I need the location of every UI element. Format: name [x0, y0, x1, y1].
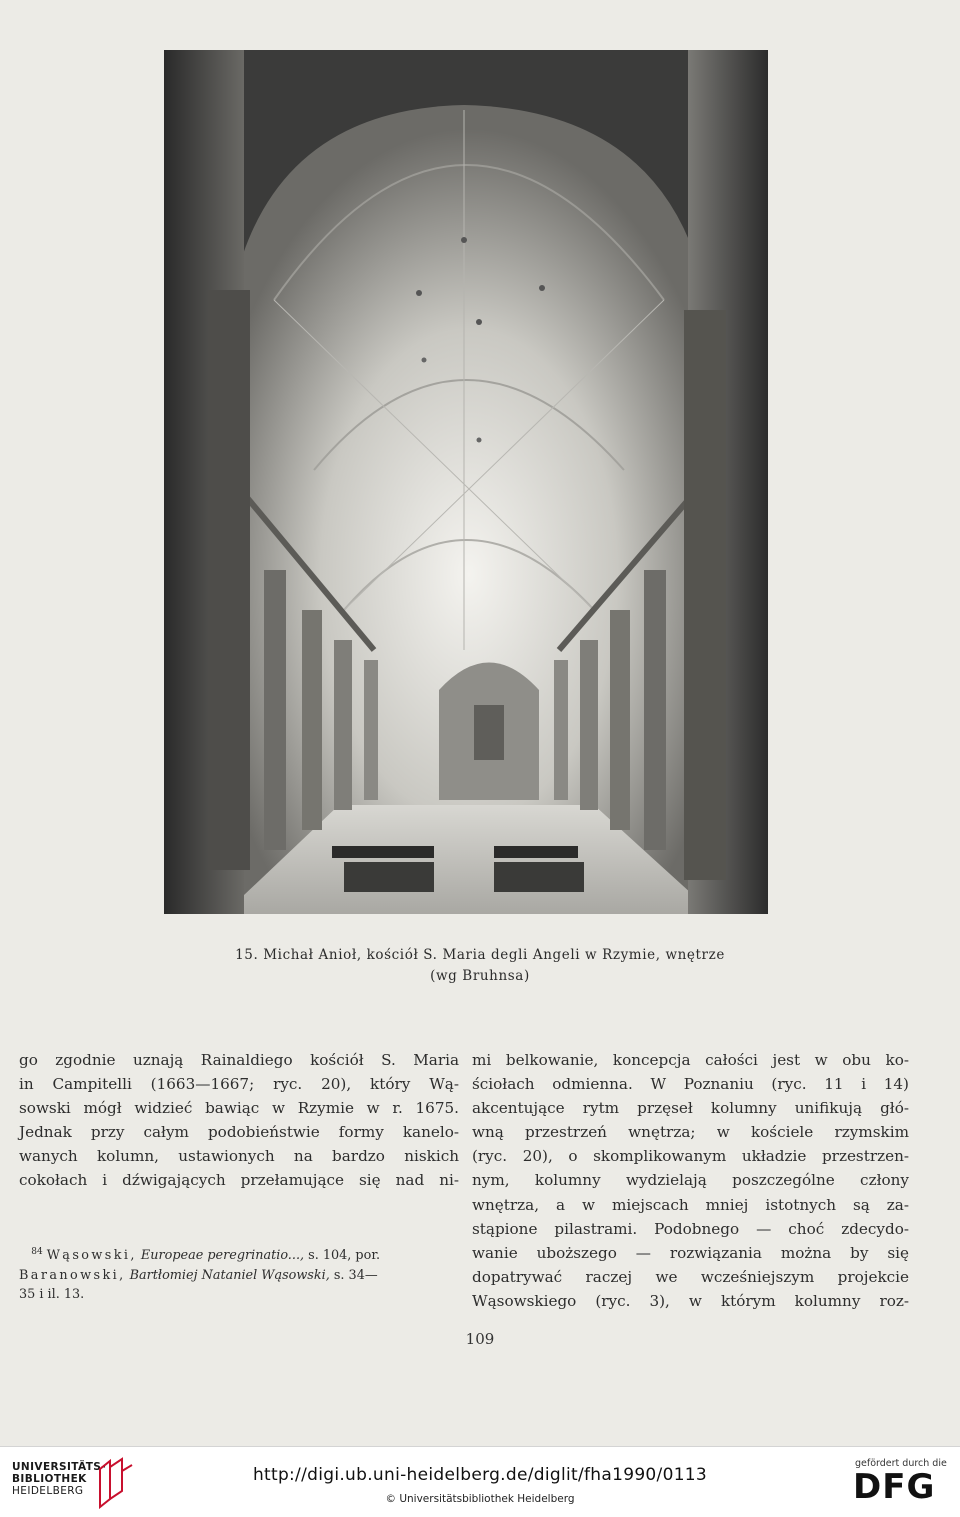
- church-interior-photo: [164, 50, 768, 914]
- library-name-line1: UNIVERSITÄTS-: [12, 1461, 107, 1473]
- text-line: wną przestrzeń wnętrza; w kościele rzymskim: [472, 1123, 909, 1142]
- page-number: 109: [465, 1330, 495, 1348]
- funder-label: gefördert durch die: [855, 1458, 947, 1469]
- text-line: stąpione pilastrami. Podobnego — choć zdecydo-: [472, 1219, 909, 1238]
- figure-caption-line2: (wg Bruhnsa): [430, 968, 530, 984]
- library-name-line2: BIBLIOTHEK: [12, 1473, 87, 1485]
- text-line: wnętrza, a w miejscach mniej istotnych są za-: [472, 1195, 909, 1214]
- text-line: sowski mógł widzieć bawiąc w Rzymie w r. 1675.: [19, 1099, 459, 1118]
- library-name-line3: HEIDELBERG: [12, 1485, 84, 1497]
- text-line: wanych kolumn, ustawionych na bardzo niskich: [19, 1147, 459, 1166]
- footnote-ref1: s. 104, por.: [308, 1248, 381, 1263]
- footnote-line1: [19, 1243, 455, 1266]
- photo-illustration: [164, 50, 768, 914]
- text-line: in Campitelli (1663—1667; ryc. 20), który Wą-: [19, 1075, 459, 1094]
- copyright-notice: © Universitätsbibliothek Heidelberg: [385, 1493, 575, 1505]
- body-text-right-column: [472, 1048, 909, 1313]
- text-line: akcentujące rytm przęseł kolumny unifikują głó-: [472, 1099, 909, 1118]
- footnote-number: 84: [31, 1247, 43, 1257]
- footnote-ref2: s. 34—: [333, 1267, 378, 1283]
- footnote-title2: Bartłomiej Nataniel Wąsowski,: [129, 1267, 330, 1283]
- text-line: mi belkowanie, koncepcja całości jest w obu ko-: [472, 1051, 909, 1069]
- text-line: Jednak przy całym podobieństwie formy kanelo-: [19, 1123, 459, 1142]
- footnote-author2: Baranowski,: [19, 1267, 126, 1283]
- footnote-line2: [19, 1266, 455, 1286]
- text-line: ściołach odmienna. W Poznaniu (ryc. 11 i 14): [472, 1075, 909, 1094]
- text-line: cokołach i dźwigających przełamujące się nad ni-: [19, 1171, 459, 1190]
- footnote: [19, 1243, 455, 1305]
- text-line: wanie uboższego — rozwiązania można by się: [472, 1243, 909, 1262]
- text-line: dopatrywać raczej we wcześniejszym projekcie: [472, 1267, 909, 1286]
- figure-caption-line1: 15. Michał Anioł, kościół S. Maria degli Angeli w Rzymie, wnętrze: [235, 947, 725, 963]
- footnote-title1: Europeae peregrinatio...,: [140, 1248, 305, 1263]
- text-line: go zgodnie uznają Rainaldiego kościół S. Maria: [19, 1051, 459, 1069]
- dfg-logo[interactable]: DFG: [853, 1467, 936, 1507]
- body-text-left-column: [19, 1048, 459, 1193]
- footnote-author1: Wąsowski,: [46, 1248, 137, 1263]
- footnote-line3: 35 i il. 13.: [19, 1287, 85, 1303]
- text-line: Wąsowskiego (ryc. 3), w którym kolumny roz-: [472, 1291, 909, 1310]
- viewer-footer: [0, 1446, 960, 1517]
- document-url-link[interactable]: http://digi.ub.uni-heidelberg.de/diglit/fha1990/0113: [252, 1465, 708, 1485]
- text-line: nym, kolumny wydzielają poszczególne człony: [472, 1171, 909, 1190]
- text-line: (ryc. 20), o skomplikowanym układzie przestrzen-: [472, 1147, 909, 1166]
